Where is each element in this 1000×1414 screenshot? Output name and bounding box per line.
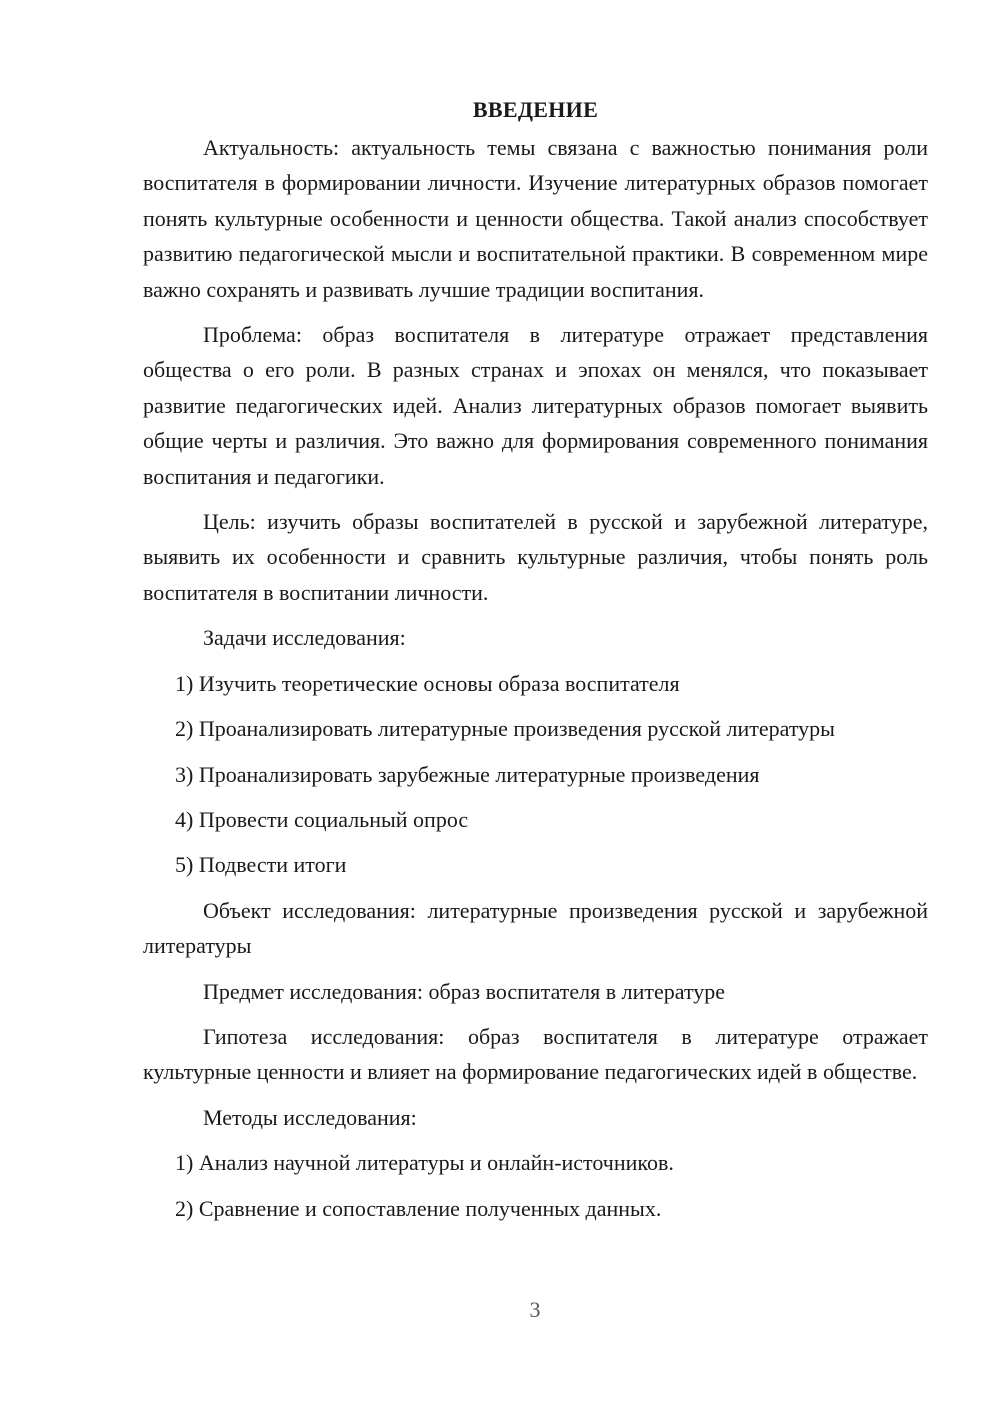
list-item: 1) Анализ научной литературы и онлайн-источников. — [175, 1150, 674, 1176]
relevance-paragraph: Актуальность: актуальность темы связана с важностью понимания роли воспитателя в формировании личности. Изучение литературных образов помогает понять культурные особенности и ценности общества. Такой анализ способствует развитию педагогической мысли и воспитательной практики. В современном мире важно сохранять и развивать лучшие традиции воспитания. — [143, 135, 928, 302]
methods-heading: Методы исследования: — [203, 1104, 417, 1130]
list-item: 2) Проанализировать литературные произведения русской литературы — [175, 716, 835, 742]
subject-paragraph: Предмет исследования: образ воспитателя в литературе — [203, 978, 726, 1004]
list-item: 2) Сравнение и сопоставление полученных данных. — [175, 1195, 662, 1221]
list-item: 4) Провести социальный опрос — [175, 806, 469, 832]
list-item: 5) Подвести итоги — [175, 852, 347, 878]
tasks-heading: Задачи исследования: — [203, 625, 406, 651]
problem-paragraph: Проблема: образ воспитателя в литературе отражает представления общества о его роли. В разных странах и эпохах он менялся, что показывает развитие педагогических идей. Анализ литературных образов помогает выявить общие черты и различия. Это важно для формирования современного понимания воспитания и педагогики. — [143, 322, 928, 489]
section-title: ВВЕДЕНИЕ — [472, 97, 599, 122]
goal-paragraph: Цель: изучить образы воспитателей в русской и зарубежной литературе, выявить их особенности и сравнить культурные различия, чтобы понять роль воспитателя в воспитании личности. — [143, 509, 928, 605]
methods-list — [143, 1145, 928, 1226]
list-item: 1) Изучить теоретические основы образа воспитателя — [175, 670, 680, 696]
object-paragraph: Объект исследования: литературные произведения русской и зарубежной литературы — [143, 897, 928, 959]
tasks-list — [143, 666, 928, 883]
list-item: 3) Проанализировать зарубежные литературные произведения — [175, 761, 760, 787]
document-page — [143, 92, 928, 1236]
page-number: 3 — [529, 1297, 541, 1322]
hypothesis-paragraph: Гипотеза исследования: образ воспитателя в литературе отражает культурные ценности и влияет на формирование педагогических идей в обществе. — [143, 1023, 928, 1085]
